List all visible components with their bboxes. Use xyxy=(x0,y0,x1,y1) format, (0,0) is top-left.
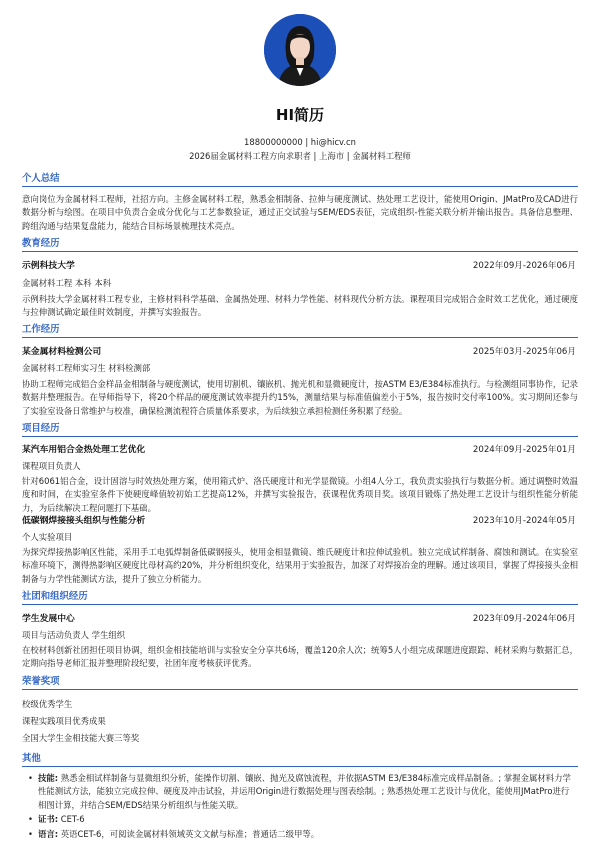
contact-info: 18800000000 | hi@hicv.cn xyxy=(244,137,356,147)
project-role: 个人实验项目 xyxy=(22,532,73,542)
award-item: 全国大学生金相技能大赛三等奖 xyxy=(22,733,140,743)
others-label: 语言: xyxy=(38,828,59,839)
education-date: 2022年09月-2026年06月 xyxy=(472,261,576,271)
project-desc: 为探究焊接热影响区性能，采用手工电弧焊制备低碳钢接头，使用金相显微镜、维氏硬度计和拉伸试验机。独立完成试样制备、腐蚀和测试。在实验室标准环境下，测得热影响区硬度比母材高约20%，并分析组织变化，结果用于实验报告，加深了对焊接冶金的理解。通过该项目，掌握了焊接接头金相制备与力学性能测试方法，提升了独立分析能力。 xyxy=(22,547,578,584)
others-text: 熟悉金相试样制备与显微组织分析，能操作切割、镶嵌、抛光及腐蚀流程，并依据ASTM E3/E384标准完成样品制备。; 掌握金属材料力学性能测试方法，能独立完成拉伸、硬度及冲击试验，并运用Origin进行数据处理与图表绘制。; 熟悉热处理工艺设计与优化，能使用JMatPro进行相图计算，并结合SEM/EDS结果分析组织与性能关联。 xyxy=(38,773,571,810)
campus-desc: 在校材料创新社团担任项目协调，组织金相技能培训与实验安全分享共6场，覆盖120余人次；统筹5人小组完成课题进度跟踪、耗材采购与数据汇总，定期向指导老师汇报并整理阶段纪要，社团年度考核获评优秀。 xyxy=(22,645,578,669)
award-item: 校级优秀学生 xyxy=(22,699,73,709)
job-intent: 2026届金属材料工程方向求职者 | 上海市 | 金属材料工程师 xyxy=(189,151,411,161)
section-divider xyxy=(22,436,578,437)
list-item xyxy=(28,813,576,826)
campus-role: 项目与活动负责人 学生组织 xyxy=(22,630,126,640)
summary-text: 意向岗位为金属材料工程师，社招方向。主修金属材料工程，熟悉金相制备、拉伸与硬度测试、热处理工艺设计，能使用Origin、JMatPro及CAD进行数据分析与绘图。在项目中负责合金成分优化与工艺参数验证，通过正交试验与SEM/EDS表征，完成组织-性能关联分析并输出报告。具备信息整理、跨组沟通与结果复盘能力，能结合目标场景梳理技术亮点。 xyxy=(22,194,578,231)
section-divider xyxy=(22,337,578,338)
section-title-others: 其他 xyxy=(22,753,41,764)
education-degree: 金属材料工程 本科 本科 xyxy=(22,278,112,288)
project-role: 课程项目负责人 xyxy=(22,461,81,471)
others-label: 技能: xyxy=(38,773,59,783)
work-role: 金属材料工程师实习生 材料检测部 xyxy=(22,363,151,373)
campus-org: 学生发展中心 xyxy=(22,614,75,624)
avatar-portrait-icon xyxy=(264,14,336,86)
section-title-projects: 项目经历 xyxy=(22,423,60,434)
others-label: 证书: xyxy=(38,814,59,825)
section-divider xyxy=(22,604,578,605)
section-divider xyxy=(22,186,578,187)
section-divider xyxy=(22,251,578,252)
education-school: 示例科技大学 xyxy=(22,261,75,271)
resume-name: HI简历 xyxy=(275,106,325,124)
section-divider xyxy=(22,689,578,690)
section-title-awards: 荣誉奖项 xyxy=(22,676,60,687)
project-name: 某汽车用铝合金热处理工艺优化 xyxy=(22,445,146,455)
avatar xyxy=(264,14,336,86)
section-divider xyxy=(22,766,578,767)
section-title-work: 工作经历 xyxy=(22,324,60,335)
project-name: 低碳钢焊接接头组织与性能分析 xyxy=(22,516,146,526)
others-text: CET-6 xyxy=(60,814,85,825)
campus-date: 2023年09月-2024年06月 xyxy=(472,614,576,624)
others-text: 英语CET-6，可阅读金属材料领域英文文献与标准；普通话二级甲等。 xyxy=(60,828,320,839)
section-title-summary: 个人总结 xyxy=(22,173,60,184)
list-item xyxy=(28,772,576,812)
project-date: 2023年10月-2024年05月 xyxy=(472,516,576,526)
section-title-campus: 社团和组织经历 xyxy=(22,591,88,602)
project-date: 2024年09月-2025年01月 xyxy=(472,445,576,455)
work-company: 某金属材料检测公司 xyxy=(22,347,102,357)
award-item: 课程实践项目优秀成果 xyxy=(22,716,106,726)
education-desc: 示例科技大学金属材料工程专业，主修材料科学基础、金属热处理、材料力学性能、材料现代分析方法。课程项目完成铝合金时效工艺优化，通过硬度与拉伸测试确定最佳时效制度，并撰写实验报告。 xyxy=(22,294,578,318)
project-desc: 针对6061铝合金，设计固溶与时效热处理方案，使用箱式炉、洛氏硬度计和光学显微镜。小组4人分工，我负责实验执行与数据分析。通过调整时效温度和时间，在实验室条件下使硬度峰值较初始工艺提高12%，并撰写实验报告，获课程优秀项目奖。该项目锻炼了热处理工艺设计与组织性能分析能力，为后续解决工程问题打下基础。 xyxy=(22,476,578,513)
section-title-education: 教育经历 xyxy=(22,238,60,249)
work-date: 2025年03月-2025年06月 xyxy=(472,347,576,357)
list-item xyxy=(28,828,576,841)
work-desc: 协助工程师完成铝合金样品金相制备与硬度测试，使用切割机、镶嵌机、抛光机和显微硬度计，按ASTM E3/E384标准执行。与检测组同事协作，记录数据并整理报告。在导师指导下，将20个样品的硬度测试效率提升约15%，测量结果与标准值偏差小于5%，报告按时交付率100%。实习期间还参与了实验室设备日常维护与校准，确保检测流程符合质量体系要求，为后续独立承担检测任务积累了经验。 xyxy=(22,379,578,416)
others-list xyxy=(28,772,576,842)
